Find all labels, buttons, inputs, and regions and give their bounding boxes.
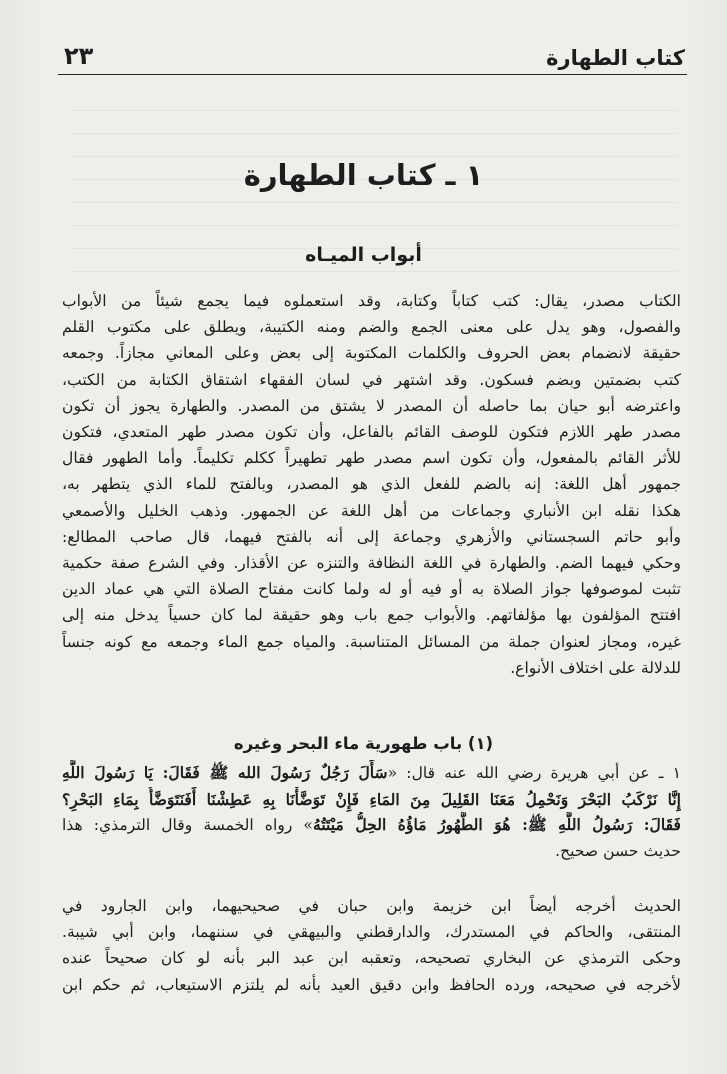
hadith-grading: حديث حسن صحيح. [555,841,681,860]
running-header-title: كتاب الطهارة [546,46,685,70]
hadith-line [62,812,681,839]
intro-line: واعترضه أبو حيان بما حاصله أن المصدر لا يشتق من المصدر. والطهارة يجوز أن تكون [62,396,681,415]
chapter-heading: (١) باب طهورية ماء البحر وغيره [233,734,494,753]
chapter-title: ١ ـ كتاب الطهارة [243,158,484,192]
intro-line: الكتاب مصدر، يقال: كتب كتاباً وكتابة، وقد استعملوه فيما يجمع شيئاً من الأبواب [62,292,681,310]
intro-line: هكذا نقله ابن الأنباري وجماعات من أهل اللغة عن الجمهور. وذهب الخليل والأصمعي [62,501,681,520]
commentary-paragraph [62,893,681,998]
hadith-text [62,760,681,864]
intro-line: حقيقة لانضمام بعض الحروف والكلمات المكتوبة إلى بعض وعلى المعاني مجازاً. وجمعه [62,344,681,363]
intro-line: جمهور أهل اللغة: إنه بالضم للفعل الذي هو المصدر، وبالفتح للماء الذي يتطهر به، [62,475,681,494]
hadith-source: » رواه الخمسة وقال الترمذي: هذا [62,816,313,834]
intro-line: افتتح المؤلفون بها مؤلفاتهم. والأبواب جمع باب وهو حقيقة لما كان حسياً يدخل منه إلى [62,606,681,625]
hadith-quote-line: إِنَّا نَرْكَبُ البَحْرَ وَنَحْمِلُ مَعَنَا القَلِيلَ مِنَ المَاءِ فَإِنْ تَوَضَّأْنَا بِهِ عَطِشْنَا أَفَنَتَوَضَّأُ بِمَاءِ البَحْرِ؟ [62,789,681,809]
intro-line: تثبت لموصوفها جواز الصلاة به أو فيه أو له ولما كانت مفتاح الصلاة التي هي عماد الدين [62,580,681,599]
intro-line: وحكي فيهما الضم. والطهارة في اللغة النظافة والتنزه عن الأقذار. وفي الشرع صفة حكمية [62,554,681,573]
hadith-quote: سَأَلَ رَجُلٌ رَسُولَ الله ﷺ فَقَالَ: يَا رَسُولَ اللَّهِ [62,763,388,782]
hadith-narration-intro: ١ ـ عن أبي هريرة رضي الله عنه قال: « [387,764,681,782]
running-header [58,42,687,75]
hadith-line [62,760,681,787]
intro-line: للدلالة على اختلاف الأنواع. [510,658,681,677]
intro-line: للأثر القائم بالمفعول، وأن تكون اسم مصدر طهر تطهيراً ككلم تكليماً. وأما الطهور فقال [62,449,681,468]
commentary-line: لأخرجه في صحيحه، ورده الحافظ وابن دقيق العيد بأنه لم يلتزم الاستيعاب، ثم حكم ابن [62,975,681,994]
hadith-quote: فَقَالَ: رَسُولُ اللَّهِ ﷺ: هُوَ الطَّهُورُ مَاؤُهُ الحِلُّ مَيْتَتُهُ [312,815,681,834]
commentary-line: المنتقى، والحاكم في المستدرك، والدارقطني والبيهقي في سننهما، وابن أبي شيبة. [62,923,681,942]
section-title: أبواب الميـاه [305,244,422,266]
commentary-line: الحديث أخرجه أيضاً ابن خزيمة وابن حبان في صحيحيهما، وابن الجارود في [62,897,681,915]
intro-line: غيره، ومجاز لعنوان جملة من المسائل المتناسبة. والمياه جمع الماء وجمعه مع كونه جنساً [62,632,681,651]
intro-line: كتب بضمتين وبضم فسكون. وقد اشتهر في لسان الفقهاء اشتقاق الكتابة من الكتب، [62,370,681,389]
intro-line: والفصول، وهو يدل على معنى الجمع والضم ومنه الكتيبة، ويطلق على مكتوب القلم [62,318,681,337]
page-number: ٢٣ [64,42,94,70]
commentary-line: وحكى الترمذي عن البخاري تصحيحه، وتعقبه ابن عبد البر بأنه لو كان صحيحاً عنده [62,949,681,968]
intro-paragraph [62,288,681,681]
intro-line: وأبو حاتم السجستاني والأزهري وجماعة إلى أنه بالفتح فيهما، قال صاحب المطالع: [62,527,681,546]
intro-line: مصدر طهر اللازم فتكون للوصف القائم بالفاعل، وأن تكون مصدر طهر المتعدي، فتكون [62,423,681,442]
